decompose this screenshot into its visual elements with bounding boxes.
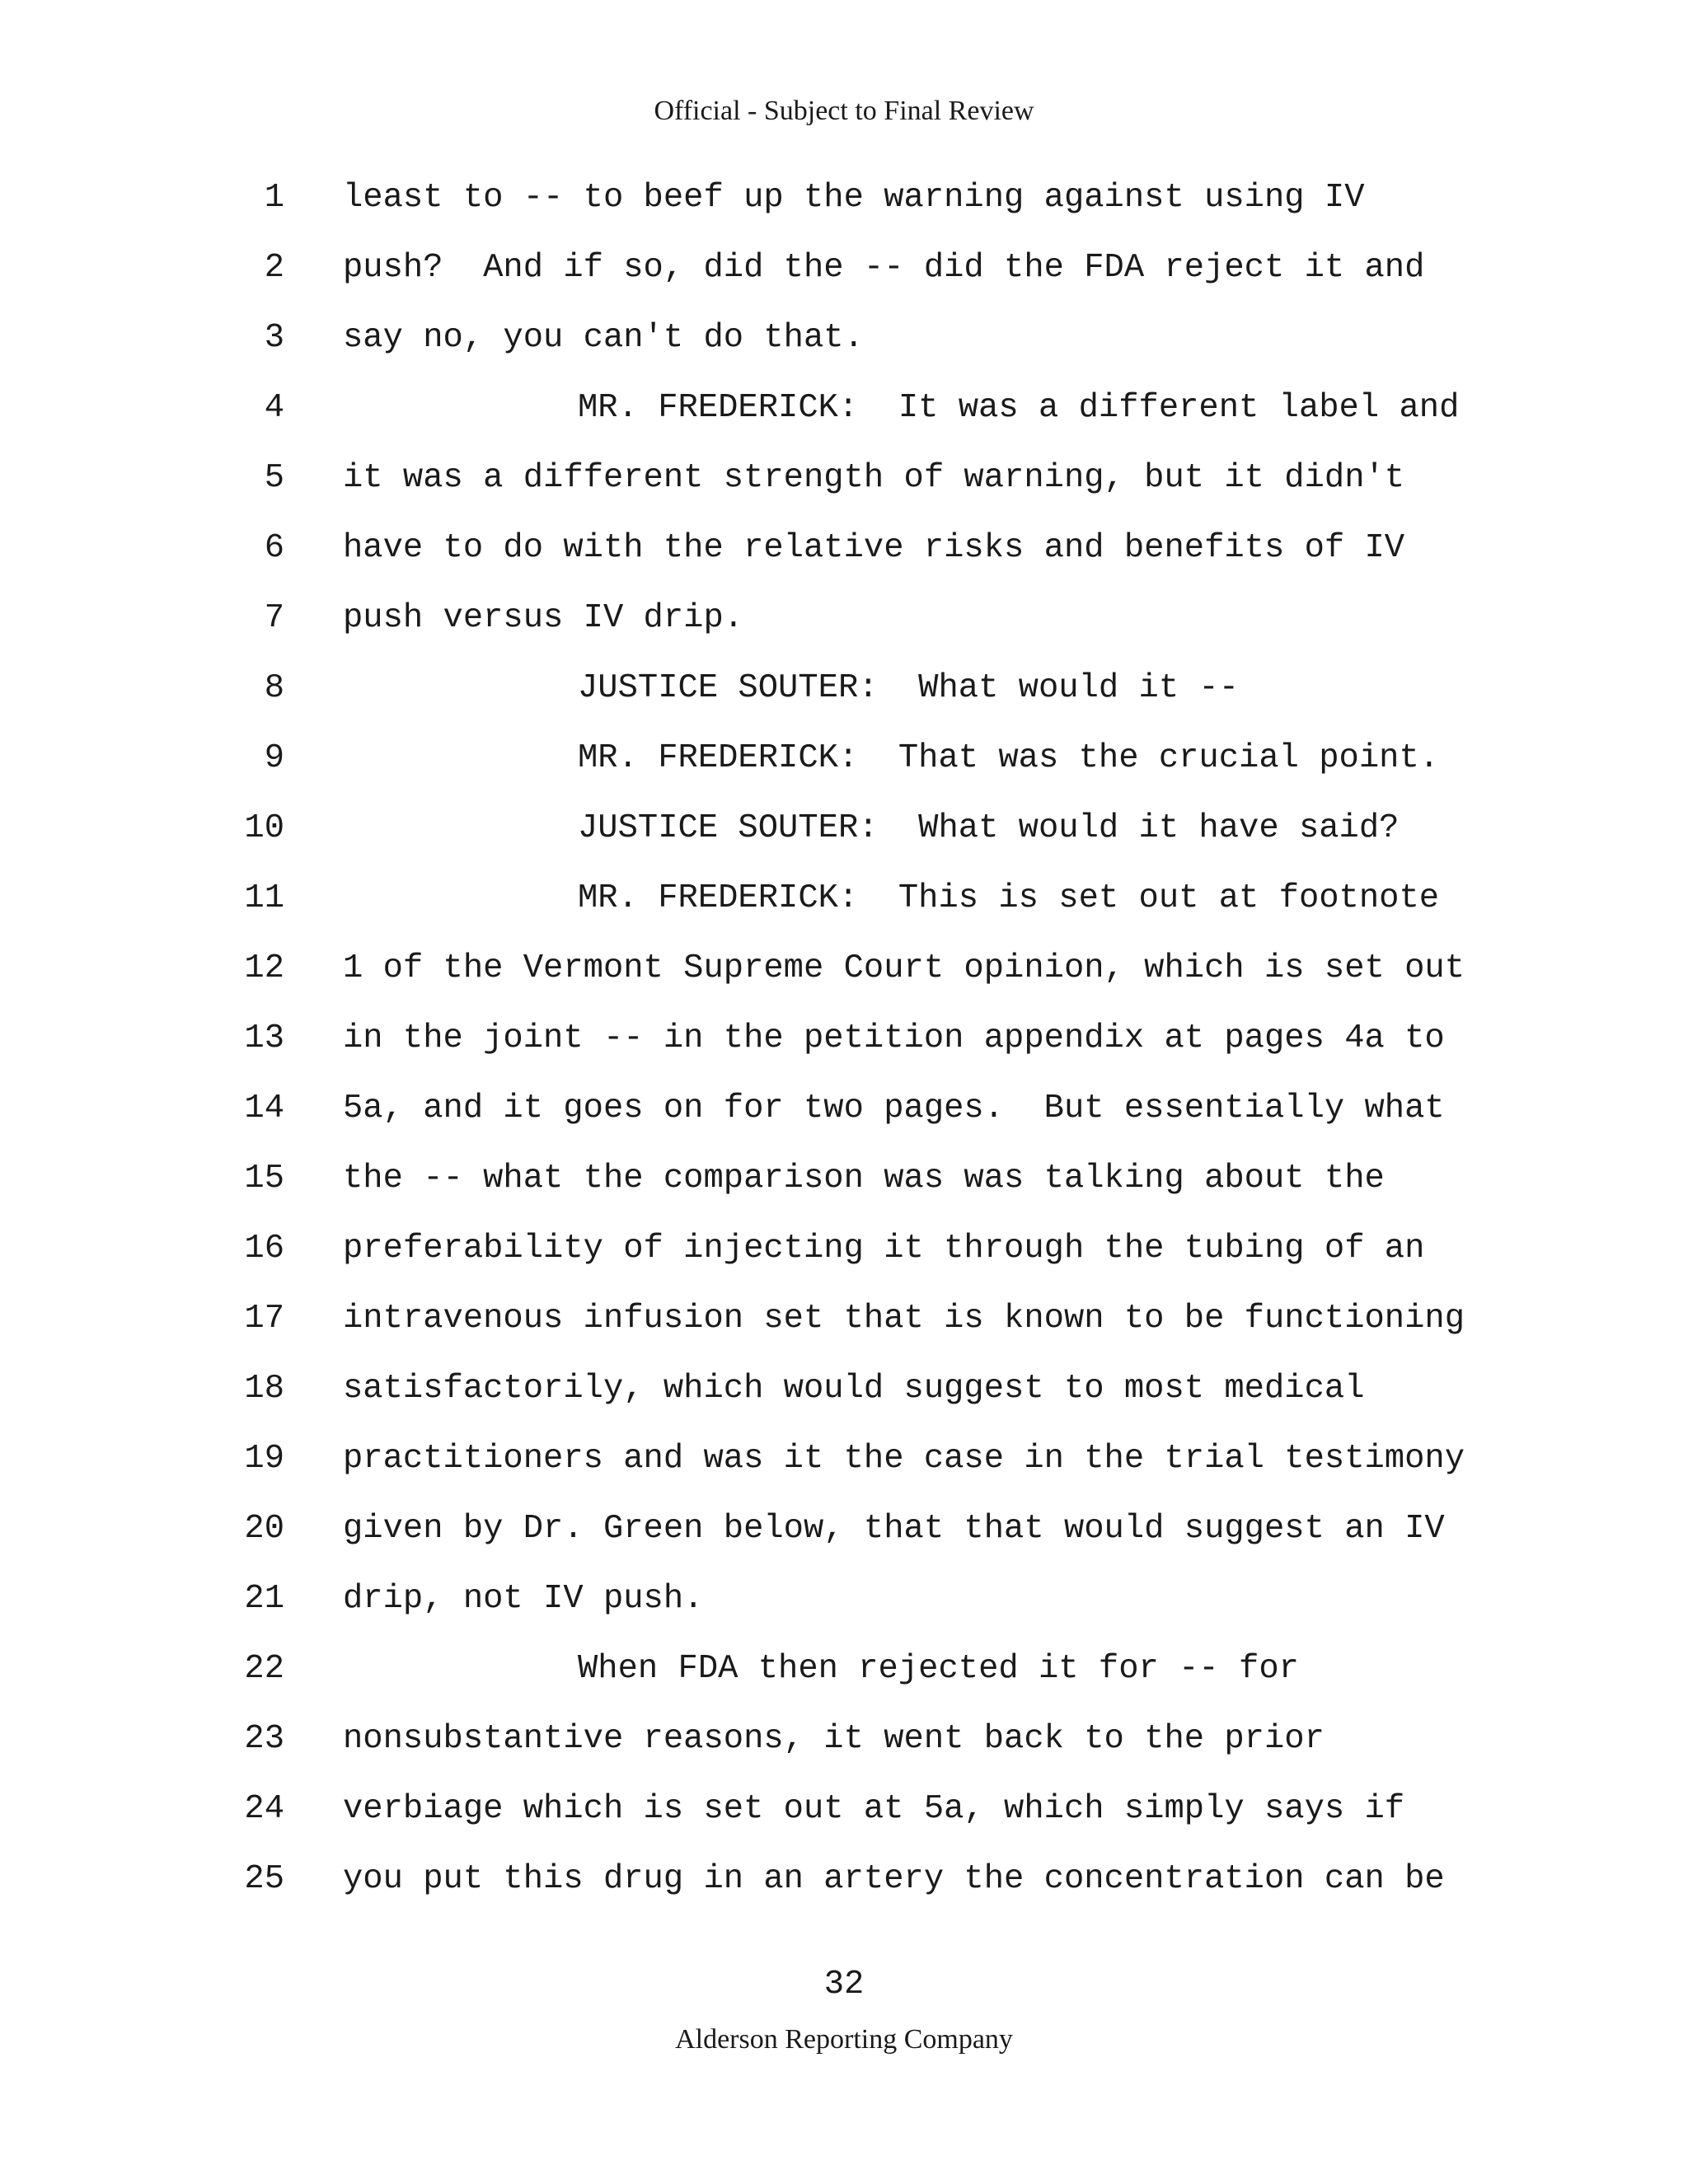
- line-number: 15: [244, 1160, 284, 1197]
- line-text: given by Dr. Green below, that that would suggest an IV: [343, 1510, 1445, 1548]
- transcript-line: [0, 1082, 1688, 1152]
- transcript-line: [0, 382, 1688, 452]
- line-number: 4: [264, 389, 284, 427]
- transcript-line: [0, 1292, 1688, 1362]
- line-number: 24: [244, 1790, 284, 1828]
- transcript-line: [0, 1152, 1688, 1222]
- line-text: JUSTICE SOUTER: What would it have said?: [578, 809, 1400, 847]
- line-number: 9: [264, 739, 284, 777]
- line-number: 7: [264, 599, 284, 637]
- line-number: 17: [244, 1300, 284, 1338]
- line-number: 18: [244, 1370, 284, 1408]
- line-text: JUSTICE SOUTER: What would it --: [578, 669, 1240, 707]
- line-number: 3: [264, 319, 284, 357]
- line-text: When FDA then rejected it for -- for: [578, 1650, 1299, 1688]
- line-text: nonsubstantive reasons, it went back to the prior: [343, 1720, 1325, 1758]
- transcript-lines: [0, 171, 1688, 1923]
- line-text: least to -- to beef up the warning against using IV: [343, 179, 1365, 217]
- line-text: preferability of injecting it through the tubing of an: [343, 1230, 1425, 1268]
- line-text: you put this drug in an artery the concentration can be: [343, 1860, 1445, 1898]
- transcript-line: [0, 1222, 1688, 1292]
- transcript-line: [0, 942, 1688, 1012]
- line-text: 1 of the Vermont Supreme Court opinion, which is set out: [343, 949, 1465, 987]
- transcript-line: [0, 662, 1688, 732]
- line-text: MR. FREDERICK: It was a different label and: [578, 389, 1460, 427]
- transcript-line: [0, 522, 1688, 592]
- line-text: have to do with the relative risks and benefits of IV: [343, 529, 1405, 567]
- line-number: 5: [264, 459, 284, 497]
- transcript-line: [0, 241, 1688, 312]
- line-number: 13: [244, 1019, 284, 1057]
- line-text: practitioners and was it the case in the trial testimony: [343, 1440, 1465, 1478]
- line-text: the -- what the comparison was was talking about the: [343, 1160, 1385, 1197]
- line-text: in the joint -- in the petition appendix at pages 4a to: [343, 1019, 1445, 1057]
- line-number: 23: [244, 1720, 284, 1758]
- transcript-line: [0, 312, 1688, 382]
- line-number: 11: [244, 879, 284, 917]
- line-number: 10: [244, 809, 284, 847]
- line-text: verbiage which is set out at 5a, which simply says if: [343, 1790, 1405, 1828]
- line-number: 16: [244, 1230, 284, 1268]
- line-number: 1: [264, 179, 284, 217]
- line-number: 25: [244, 1860, 284, 1898]
- transcript-line: [0, 452, 1688, 522]
- transcript-line: [0, 592, 1688, 662]
- transcript-line: [0, 1783, 1688, 1853]
- transcript-line: [0, 732, 1688, 802]
- line-text: push? And if so, did the -- did the FDA reject it and: [343, 249, 1425, 287]
- line-number: 12: [244, 949, 284, 987]
- line-text: MR. FREDERICK: That was the crucial point.: [578, 739, 1440, 777]
- line-text: push versus IV drip.: [343, 599, 744, 637]
- line-number: 19: [244, 1440, 284, 1478]
- line-text: it was a different strength of warning, but it didn't: [343, 459, 1405, 497]
- line-number: 2: [264, 249, 284, 287]
- transcript-line: [0, 1012, 1688, 1082]
- line-text: satisfactorily, which would suggest to most medical: [343, 1370, 1365, 1408]
- transcript-line: [0, 171, 1688, 241]
- line-text: drip, not IV push.: [343, 1580, 704, 1618]
- line-text: intravenous infusion set that is known to be functioning: [343, 1300, 1465, 1338]
- line-text: say no, you can't do that.: [343, 319, 864, 357]
- transcript-line: [0, 1853, 1688, 1923]
- transcript-line: [0, 872, 1688, 942]
- line-number: 6: [264, 529, 284, 567]
- page-header: Official - Subject to Final Review: [654, 96, 1034, 126]
- transcript-line: [0, 1362, 1688, 1432]
- line-text: 5a, and it goes on for two pages. But essentially what: [343, 1090, 1445, 1127]
- line-number: 22: [244, 1650, 284, 1688]
- transcript-line: [0, 1572, 1688, 1643]
- transcript-line: [0, 1643, 1688, 1713]
- line-number: 21: [244, 1580, 284, 1618]
- line-text: MR. FREDERICK: This is set out at footnote: [578, 879, 1440, 917]
- line-number: 8: [264, 669, 284, 707]
- line-number: 14: [244, 1090, 284, 1127]
- page-footer: Alderson Reporting Company: [675, 2024, 1013, 2055]
- transcript-line: [0, 1713, 1688, 1783]
- transcript-line: [0, 1502, 1688, 1572]
- line-number: 20: [244, 1510, 284, 1548]
- transcript-line: [0, 802, 1688, 872]
- transcript-line: [0, 1432, 1688, 1502]
- page-number: 32: [823, 1966, 865, 2004]
